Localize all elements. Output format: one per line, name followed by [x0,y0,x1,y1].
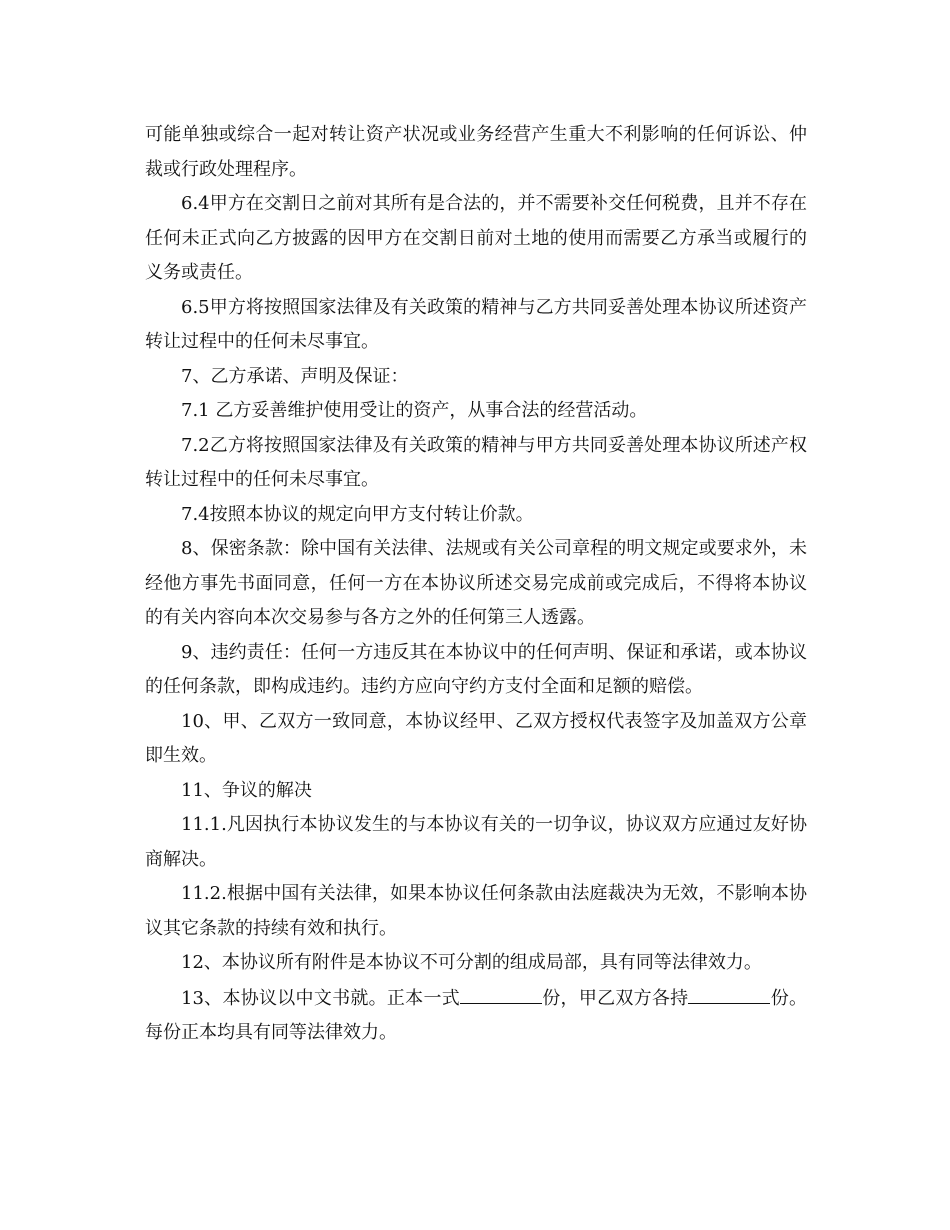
paragraph-continuation: 可能单独或综合一起对转让资产状况或业务经营产生重大不利影响的任何诉讼、仲裁或行政处理程序。 [145,124,807,180]
clause-13-part1: 13、本协议以中文书就。正本一式 [181,987,460,1009]
document-body [145,118,807,1051]
copies-each-blank [688,981,770,1004]
clause-12-attachments: 12、本协议所有附件是本协议不可分割的组成局部，具有同等法律效力。 [181,952,762,973]
clause-11-heading: 11、争议的解决 [181,779,312,801]
clause-11-2: 11.2.根据中国有关法律，如果本协议任何条款由法庭裁决为无效，不影响本协议其它条款的持续有效和执行。 [145,883,807,939]
clause-10-effectiveness: 10、甲、乙双方一致同意，本协议经甲、乙双方授权代表签字及加盖双方公章即生效。 [145,710,807,766]
clause-13-part2: 份，甲乙双方各持 [542,987,689,1009]
clause-8-confidentiality: 8、保密条款：除中国有关法律、法规或有关公司章程的明文规定或要求外，未经他方事先书面同意，任何一方在本协议所述交易完成前或完成后，不得将本协议的有关内容向本次交易参与各方之外的任何第三人透露。 [145,538,807,628]
clause-7-1: 7.1 乙方妥善维护使用受让的资产，从事合法的经营活动。 [181,400,648,421]
clause-13-part3: 份。每份正本均具有同等法律效力。 [145,987,808,1043]
clause-7-2: 7.2乙方将按照国家法律及有关政策的精神与甲方共同妥善处理本协议所述产权转让过程中的任何未尽事宜。 [145,434,807,490]
clause-7-4: 7.4按照本协议的规定向甲方支付转让价款。 [181,503,534,525]
clause-9-liability: 9、违约责任：任何一方违反其在本协议中的任何声明、保证和承诺，或本协议的任何条款，即构成违约。违约方应向守约方支付全面和足额的赔偿。 [145,641,807,697]
copies-total-blank [460,981,542,1004]
clause-6-4: 6.4甲方在交割日之前对其所有是合法的，并不需要补交任何税费，且并不存在任何未正式向乙方披露的因甲方在交割日前对土地的使用而需要乙方承当或履行的义务或责任。 [145,193,807,283]
clause-6-5: 6.5甲方将按照国家法律及有关政策的精神与乙方共同妥善处理本协议所述资产转让过程中的任何未尽事宜。 [145,296,807,352]
clause-11-1: 11.1.凡因执行本协议发生的与本协议有关的一切争议，协议双方应通过友好协商解决。 [145,814,807,870]
clause-13-copies [145,981,807,1051]
clause-7-heading: 7、乙方承诺、声明及保证： [181,365,409,387]
